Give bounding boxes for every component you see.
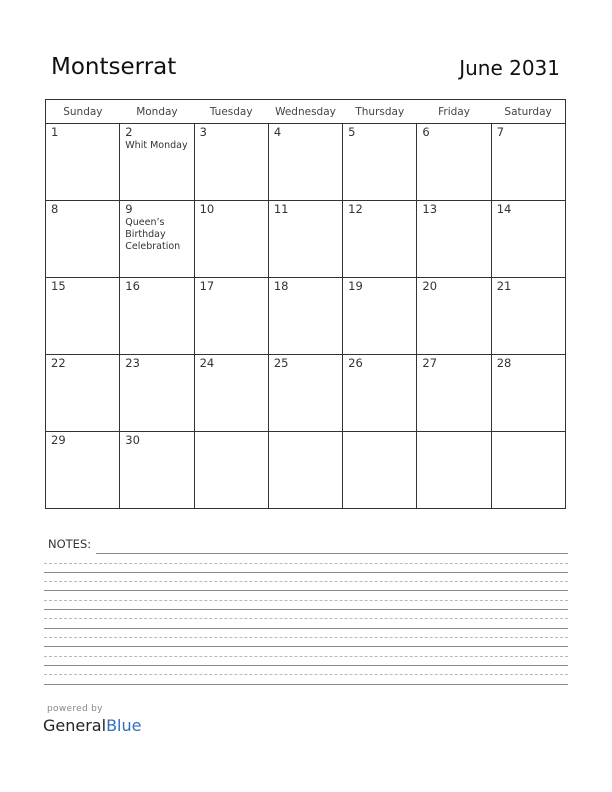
day-cell bbox=[343, 124, 417, 201]
day-number: 4 bbox=[273, 125, 282, 139]
day-number: 2 bbox=[125, 125, 133, 139]
day-cell bbox=[194, 355, 268, 432]
day-number: 10 bbox=[199, 202, 215, 216]
day-cell bbox=[417, 124, 491, 201]
week-row-5 bbox=[46, 432, 566, 509]
day-cell bbox=[268, 278, 342, 355]
notes-guide-line bbox=[44, 674, 568, 675]
notes-line bbox=[44, 665, 568, 666]
day-cell bbox=[491, 355, 565, 432]
day-number: 16 bbox=[125, 279, 140, 293]
calendar-grid bbox=[45, 99, 566, 509]
day-cell bbox=[120, 432, 194, 509]
day-number: 6 bbox=[422, 125, 430, 139]
day-number: 22 bbox=[51, 356, 66, 370]
holiday-label: Whit Monday bbox=[125, 140, 188, 151]
notes-line bbox=[44, 628, 568, 629]
day-cell-empty bbox=[417, 432, 491, 509]
logo-blue-text: Blue bbox=[106, 716, 142, 735]
week-row-3 bbox=[46, 278, 566, 355]
week-row-4 bbox=[46, 355, 566, 432]
notes-line bbox=[44, 646, 568, 647]
day-number: 7 bbox=[496, 125, 505, 139]
day-cell-empty bbox=[343, 432, 417, 509]
weekday-tuesday: Tuesday bbox=[194, 100, 268, 124]
day-cell bbox=[343, 355, 417, 432]
day-cell-empty bbox=[491, 432, 565, 509]
day-number: 9 bbox=[125, 202, 133, 216]
generalblue-logo[interactable] bbox=[43, 716, 141, 735]
day-number: 3 bbox=[199, 125, 207, 139]
calendar-country-title: Montserrat bbox=[51, 54, 177, 80]
notes-line bbox=[44, 684, 568, 685]
day-number: 13 bbox=[422, 202, 438, 216]
day-cell bbox=[268, 355, 342, 432]
day-cell bbox=[268, 201, 342, 278]
logo-general-text: General bbox=[43, 716, 107, 735]
weekday-friday: Friday bbox=[417, 100, 491, 124]
day-cell bbox=[120, 355, 194, 432]
day-cell bbox=[120, 278, 194, 355]
notes-label: NOTES: bbox=[48, 537, 92, 551]
holiday-label: Queen’s Birthday Celebration bbox=[125, 217, 181, 252]
day-cell bbox=[194, 124, 268, 201]
weekday-wednesday: Wednesday bbox=[268, 100, 342, 124]
weekday-saturday: Saturday bbox=[491, 100, 565, 124]
day-cell bbox=[491, 278, 565, 355]
notes-line bbox=[96, 553, 568, 554]
notes-line bbox=[44, 572, 568, 573]
day-cell bbox=[417, 355, 491, 432]
day-number: 8 bbox=[51, 202, 59, 216]
weekday-thursday: Thursday bbox=[343, 100, 417, 124]
day-number: 29 bbox=[51, 433, 66, 447]
calendar-month-year: June 2031 bbox=[459, 56, 560, 80]
day-number: 26 bbox=[348, 356, 363, 370]
day-number: 17 bbox=[199, 279, 215, 293]
day-number: 28 bbox=[496, 356, 512, 370]
day-number: 24 bbox=[199, 356, 215, 370]
day-number: 25 bbox=[273, 356, 289, 370]
notes-line bbox=[44, 590, 568, 591]
day-number: 11 bbox=[273, 202, 289, 216]
powered-by-text: powered by bbox=[47, 704, 103, 714]
day-number: 21 bbox=[496, 279, 512, 293]
day-cell-empty bbox=[268, 432, 342, 509]
day-number: 27 bbox=[422, 356, 438, 370]
day-cell bbox=[491, 201, 565, 278]
week-row-2 bbox=[46, 201, 566, 278]
day-cell bbox=[46, 432, 120, 509]
day-cell bbox=[491, 124, 565, 201]
day-number: 1 bbox=[51, 125, 59, 139]
day-number: 30 bbox=[125, 433, 140, 447]
notes-guide-line bbox=[44, 563, 568, 564]
day-cell bbox=[343, 201, 417, 278]
day-cell bbox=[46, 355, 120, 432]
day-number: 23 bbox=[125, 356, 140, 370]
day-cell bbox=[343, 278, 417, 355]
day-number: 5 bbox=[348, 125, 356, 139]
notes-guide-line bbox=[44, 600, 568, 601]
day-cell bbox=[417, 278, 491, 355]
day-number: 18 bbox=[273, 279, 289, 293]
day-number: 12 bbox=[348, 202, 363, 216]
notes-guide-line bbox=[44, 618, 568, 619]
week-row-1 bbox=[46, 124, 566, 201]
notes-line bbox=[44, 609, 568, 610]
weekday-monday: Monday bbox=[120, 100, 194, 124]
day-cell bbox=[120, 124, 194, 201]
day-number: 19 bbox=[348, 279, 363, 293]
day-cell bbox=[46, 124, 120, 201]
day-number: 20 bbox=[422, 279, 438, 293]
day-cell-empty bbox=[194, 432, 268, 509]
day-cell bbox=[46, 201, 120, 278]
notes-guide-line bbox=[44, 656, 568, 657]
day-cell bbox=[46, 278, 120, 355]
day-cell bbox=[417, 201, 491, 278]
notes-guide-line bbox=[44, 581, 568, 582]
notes-guide-line bbox=[44, 637, 568, 638]
day-number: 14 bbox=[496, 202, 512, 216]
weekday-sunday: Sunday bbox=[46, 100, 120, 124]
day-cell bbox=[194, 278, 268, 355]
day-cell bbox=[268, 124, 342, 201]
day-number: 15 bbox=[51, 279, 66, 293]
day-cell bbox=[120, 201, 194, 278]
day-cell bbox=[194, 201, 268, 278]
weekday-header-row bbox=[46, 100, 566, 124]
